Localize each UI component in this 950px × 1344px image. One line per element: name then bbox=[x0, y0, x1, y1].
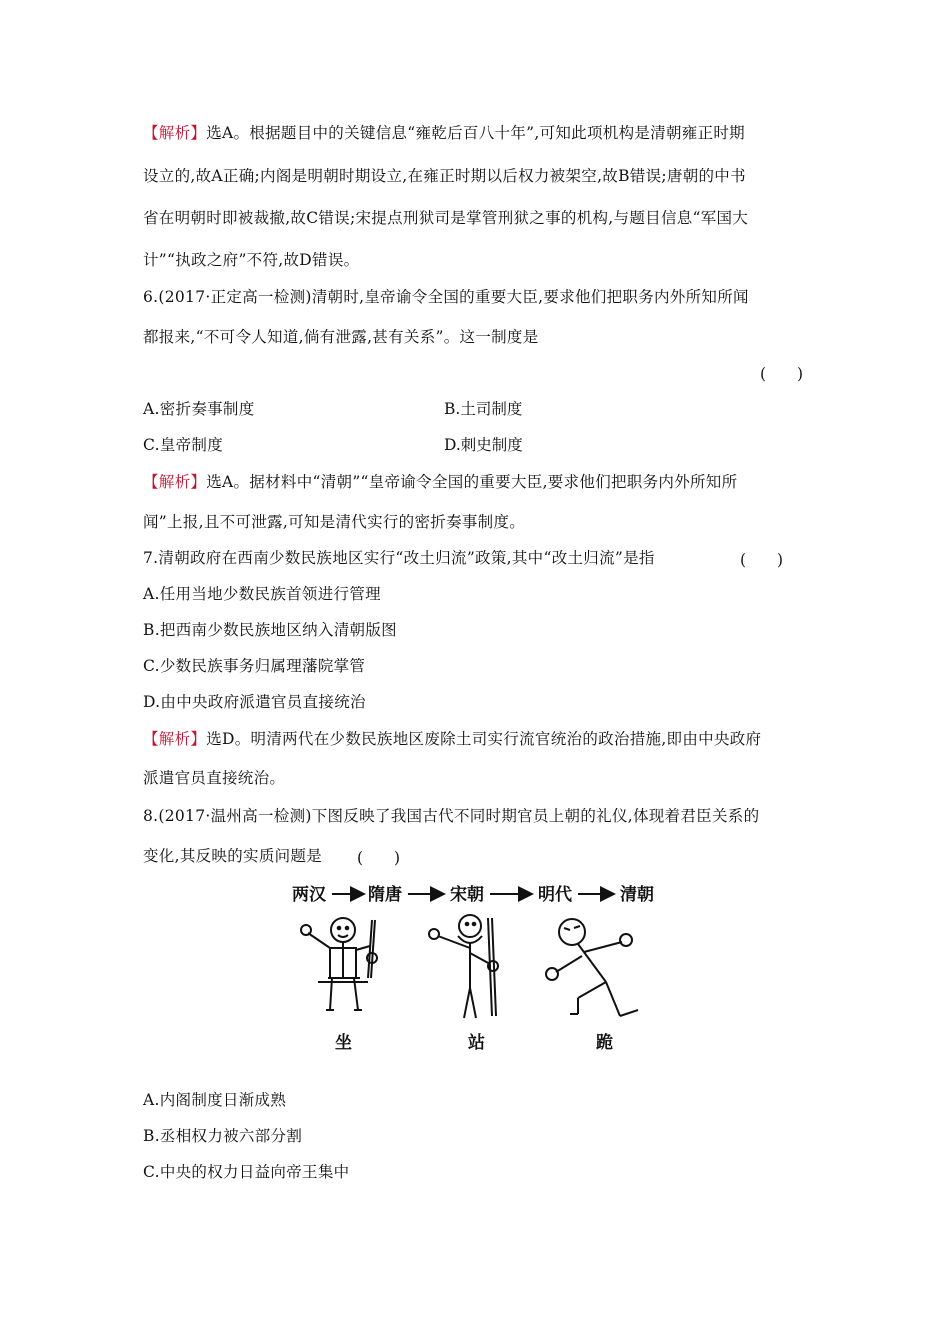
period-label: 宋朝 bbox=[450, 885, 484, 905]
posture-label: 跪 bbox=[596, 1033, 613, 1053]
q8-stem-line-2: 变化,其反映的实质问题是 bbox=[143, 847, 323, 865]
q6-answer-blank: ( ) bbox=[760, 365, 804, 383]
q5-analysis-line-3: 省在明朝时即被裁撤,故C错误;宋提点刑狱司是掌管刑狱之事的机构,与题目信息“军国大 bbox=[143, 209, 749, 227]
posture-label: 坐 bbox=[335, 1033, 352, 1053]
period-label: 两汉 bbox=[292, 885, 326, 905]
q6-analysis-line-1: 【解析】选A。据材料中“清朝”“皇帝谕令全国的重要大臣,要求他们把职务内外所知所 bbox=[143, 473, 738, 491]
q8-option-c: C.中央的权力日益向帝王集中 bbox=[143, 1163, 350, 1181]
analysis-tag: 【解析】 bbox=[143, 124, 207, 142]
q7-answer-blank: ( ) bbox=[740, 551, 784, 569]
standing-official-drawing bbox=[429, 915, 498, 1018]
q6-option-d: D.刺史制度 bbox=[444, 436, 523, 454]
etiquette-figure bbox=[288, 878, 668, 1058]
q7-option-d: D.由中央政府派遣官员直接统治 bbox=[143, 693, 366, 711]
q5-analysis-line-2: 设立的,故A正确;内阁是明朝时期设立,在雍正时期以后权力被架空,故B错误;唐朝的中书 bbox=[143, 167, 746, 185]
q8-option-a: A.内阁制度日渐成熟 bbox=[143, 1091, 287, 1109]
q6-stem-line-1: 6.(2017·正定高一检测)清朝时,皇帝谕令全国的重要大臣,要求他们把职务内外所知所闻 bbox=[143, 288, 749, 306]
q7-option-a: A.任用当地少数民族首领进行管理 bbox=[143, 585, 381, 603]
q8-option-b: B.丞相权力被六部分割 bbox=[143, 1127, 303, 1145]
period-label: 清朝 bbox=[620, 885, 654, 905]
analysis-tag: 【解析】 bbox=[143, 730, 207, 748]
q7-stem: 7.清朝政府在西南少数民族地区实行“改土归流”政策,其中“改土归流”是指 bbox=[143, 549, 655, 567]
q7-analysis-line-2: 派遣官员直接统治。 bbox=[143, 769, 286, 787]
q8-stem-line-1: 8.(2017·温州高一检测)下图反映了我国古代不同时期官员上朝的礼仪,体现着君臣关系的 bbox=[143, 807, 760, 825]
q5-analysis-line-4: 计”“执政之府”不符,故D错误。 bbox=[143, 251, 360, 269]
etiquette-illustration bbox=[288, 878, 668, 1058]
q6-option-c: C.皇帝制度 bbox=[143, 436, 224, 454]
q8-answer-blank: ( ) bbox=[357, 849, 401, 867]
kneeling-official-drawing bbox=[546, 919, 638, 1016]
q6-stem-line-2: 都报来,“不可令人知道,倘有泄露,甚有关系”。这一制度是 bbox=[143, 328, 539, 346]
analysis-tag: 【解析】 bbox=[143, 473, 207, 491]
q6-analysis-line-2: 闻”上报,且不可泄露,可知是清代实行的密折奏事制度。 bbox=[143, 513, 526, 531]
q7-option-b: B.把西南少数民族地区纳入清朝版图 bbox=[143, 621, 397, 639]
posture-label: 站 bbox=[468, 1033, 485, 1053]
q7-analysis-line-1: 【解析】选D。明清两代在少数民族地区废除土司实行流官统治的政治措施,即由中央政府 bbox=[143, 730, 762, 748]
q5-analysis-line-1: 【解析】选A。根据题目中的关键信息“雍乾后百八十年”,可知此项机构是清朝雍正时期 bbox=[143, 124, 745, 142]
period-label: 隋唐 bbox=[368, 885, 402, 905]
seated-official-drawing bbox=[301, 918, 377, 1010]
q7-option-c: C.少数民族事务归属理藩院掌管 bbox=[143, 657, 366, 675]
q6-option-a: A.密折奏事制度 bbox=[143, 400, 255, 418]
q6-option-b: B.土司制度 bbox=[444, 400, 523, 418]
period-label: 明代 bbox=[538, 885, 572, 905]
